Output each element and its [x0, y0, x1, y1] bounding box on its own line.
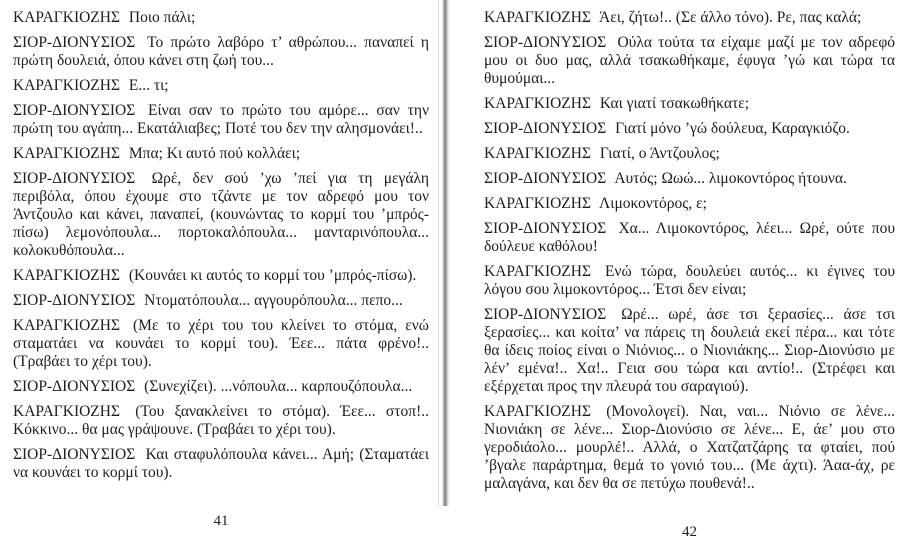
dialogue-text: Λιμοκοντόρος, ε; — [599, 195, 707, 212]
dialogue-text: Χα... Λιμοκοντόρος, λέει... Ωρέ, ούτε που δούλευε καθόλου! — [484, 220, 896, 255]
speaker-name: ΚΑΡΑΓΚΙΟΖΗΣ — [13, 317, 120, 334]
dialogue-text: Άει, ζήτω!.. (Σε άλλο τόνο). Ρε, πας καλά; — [599, 9, 862, 26]
speaker-name: ΣΙΟΡ-ΔΙΟΝΥΣΙΟΣ — [13, 292, 136, 309]
dialogue-line — [13, 170, 429, 260]
dialogue-text: Το πρώτο λαβόρο τ’ αθρώπου... παναπεί η πρώτη δουλειά, όπου κάνει στη ζωή του... — [13, 34, 429, 69]
dialogue-text: Είναι σαν το πρώτο του αμόρε... σαν την πρώτη του αγάπη... Εκατάλιαβες; Ποτέ του δεν την αλησμονάει!.. — [13, 102, 429, 137]
dialogue-text: Γιατί, ο Άντζουλος; — [599, 145, 720, 162]
dialogue-text: Αυτός; Ωωώ... λιμοκοντόρος ήτουνα. — [614, 170, 847, 187]
dialogue-line — [13, 403, 429, 439]
speaker-name: ΚΑΡΑΓΚΙΟΖΗΣ — [484, 263, 591, 280]
page-number: 42 — [682, 524, 697, 540]
dialogue-line — [484, 9, 895, 27]
dialogue-text: Γιατί μόνο ’γώ δούλευα, Καραγκιόζο. — [615, 120, 850, 137]
dialogue-line — [13, 34, 429, 70]
speaker-name: ΚΑΡΑΓΚΙΟΖΗΣ — [484, 403, 591, 420]
dialogue-line — [484, 170, 895, 188]
dialogue-line — [484, 145, 895, 163]
dialogue-line — [484, 95, 895, 113]
dialogue-text: (Μονολογεί). Ναι, ναι... Νιόνιο σε λένε... Νιονιάκη σε λένε... Σιορ-Διονύσιο σε λένε... Ε, άε’ μου στο γεροδιάολο... μουρλέ!.. Αλλά, ο Χατζατζάρης τα φταίει, πού ’βγαλε παράρτημα, θεμά το γονιό του... (Με άχτι). Άαα-άχ, ρε μαλαγάνα, και δεν θα σε πετύχω πουθενά!.. — [484, 403, 896, 492]
speaker-name: ΚΑΡΑΓΚΙΟΖΗΣ — [13, 9, 120, 26]
speaker-name: ΚΑΡΑΓΚΙΟΖΗΣ — [484, 195, 591, 212]
speaker-name: ΚΑΡΑΓΚΙΟΖΗΣ — [13, 145, 120, 162]
speaker-name: ΣΙΟΡ-ΔΙΟΝΥΣΙΟΣ — [13, 446, 136, 463]
speaker-name: ΚΑΡΑΓΚΙΟΖΗΣ — [484, 145, 591, 162]
left-page-text — [13, 9, 429, 482]
dialogue-line — [484, 34, 895, 88]
speaker-name: ΚΑΡΑΓΚΙΟΖΗΣ — [13, 403, 120, 420]
speaker-name: ΣΙΟΡ-ΔΙΟΝΥΣΙΟΣ — [484, 220, 607, 237]
dialogue-text: (Με το χέρι του του κλείνει το στόμα, ενώ σταματάει να κουνάει το κορμί του). Έεε... πάτα φρένο!.. (Τραβάει το χέρι του). — [13, 317, 430, 370]
dialogue-line — [13, 102, 429, 138]
speaker-name: ΚΑΡΑΓΚΙΟΖΗΣ — [484, 95, 591, 112]
dialogue-text: Ωρέ, δεν σού ’χω ’πεί για τη μεγάλη περιβόλα, όπου έχουμε στο τζάντε με τον αδρεφό μου τον Άντζουλο και κάνει, παναπεί, (κουνώντας το κορμί του ’μπρός-πίσω) λεμονόπουλα... πορτοκαλόπουλα... μανταρινόπουλα... κολοκυθόπουλα... — [13, 170, 430, 259]
dialogue-line — [484, 195, 895, 213]
dialogue-text: Ενώ τώρα, δουλεύει αυτός... κι έγινες του λόγου σου λιμοκοντόρος... Έτσι δεν είναι; — [484, 263, 896, 298]
dialogue-text: Ωρέ... ωρέ, άσε τσι ξερασίες... άσε τσι ξερασίες... και κοίτα’ να πάρεις τη δουλειά εκεί πέρα... και τότε θα ίδεις ποίος είναι ο Νιόνιος... ο Νιονιάκης... Σιορ-Διονύσιο με λέν’ εμένα!.. Χα!.. Γεια σου τώρα και αντίο!.. (Στρέφει και εξέρχεται προς την πλευρά του σαραγιού). — [484, 306, 895, 395]
speaker-name: ΣΙΟΡ-ΔΙΟΝΥΣΙΟΣ — [484, 170, 607, 187]
right-page-text — [484, 9, 895, 493]
dialogue-line — [13, 378, 429, 396]
speaker-name: ΣΙΟΡ-ΔΙΟΝΥΣΙΟΣ — [13, 34, 136, 51]
dialogue-line — [13, 267, 429, 285]
dialogue-text: Ούλα τούτα τα είχαμε μαζί με τον αδρεφό μου οι δυο μας, αλλά τσακωθήκαμε, έφυγα ’γώ και τώρα τα θυμούμαι... — [484, 34, 896, 87]
page-number: 41 — [213, 513, 229, 529]
dialogue-line — [484, 120, 895, 138]
dialogue-line — [13, 77, 429, 95]
dialogue-line — [484, 263, 895, 299]
dialogue-line — [13, 446, 429, 482]
speaker-name: ΣΙΟΡ-ΔΙΟΝΥΣΙΟΣ — [13, 378, 136, 395]
speaker-name: ΚΑΡΑΓΚΙΟΖΗΣ — [13, 77, 120, 94]
dialogue-line — [13, 292, 429, 310]
dialogue-line — [484, 403, 895, 493]
speaker-name: ΣΙΟΡ-ΔΙΟΝΥΣΙΟΣ — [484, 306, 607, 323]
right-page — [450, 0, 901, 540]
speaker-name: ΚΑΡΑΓΚΙΟΖΗΣ — [484, 9, 591, 26]
speaker-name: ΣΙΟΡ-ΔΙΟΝΥΣΙΟΣ — [484, 120, 607, 137]
speaker-name: ΣΙΟΡ-ΔΙΟΝΥΣΙΟΣ — [13, 170, 136, 187]
speaker-name: ΚΑΡΑΓΚΙΟΖΗΣ — [13, 267, 120, 284]
page-gutter-divider — [440, 0, 450, 506]
dialogue-text: (Του ξανακλείνει το στόμα). Έεε... στοπ!.. Κόκκινο... θα μας γράψουνε. (Τραβάει το χέρι του). — [13, 403, 429, 438]
speaker-name: ΣΙΟΡ-ΔΙΟΝΥΣΙΟΣ — [13, 102, 136, 119]
dialogue-text: Ποιο πάλι; — [128, 9, 196, 26]
left-page — [0, 0, 439, 529]
dialogue-text: (Συνεχίζει). ...νόπουλα... καρπουζόπουλα... — [144, 378, 413, 395]
dialogue-text: (Κουνάει κι αυτός το κορμί του ’μπρός-πίσω). — [128, 267, 417, 284]
dialogue-line — [484, 220, 895, 256]
dialogue-text: Ντοματόπουλα... αγγουρόπουλα... πεπο... — [144, 292, 403, 309]
dialogue-line — [13, 9, 429, 27]
speaker-name: ΣΙΟΡ-ΔΙΟΝΥΣΙΟΣ — [484, 34, 607, 51]
dialogue-text: Μπα; Κι αυτό πού κολλάει; — [128, 145, 301, 162]
dialogue-text: Και σταφυλόπουλα κάνει... Αμή; (Σταματάει να κουνάει το κορμί του). — [13, 446, 429, 481]
dialogue-text: Ε... τι; — [128, 77, 169, 94]
dialogue-line — [13, 317, 429, 371]
dialogue-line — [13, 145, 429, 163]
dialogue-line — [484, 306, 895, 396]
dialogue-text: Και γιατί τσακωθήκατε; — [599, 95, 750, 112]
